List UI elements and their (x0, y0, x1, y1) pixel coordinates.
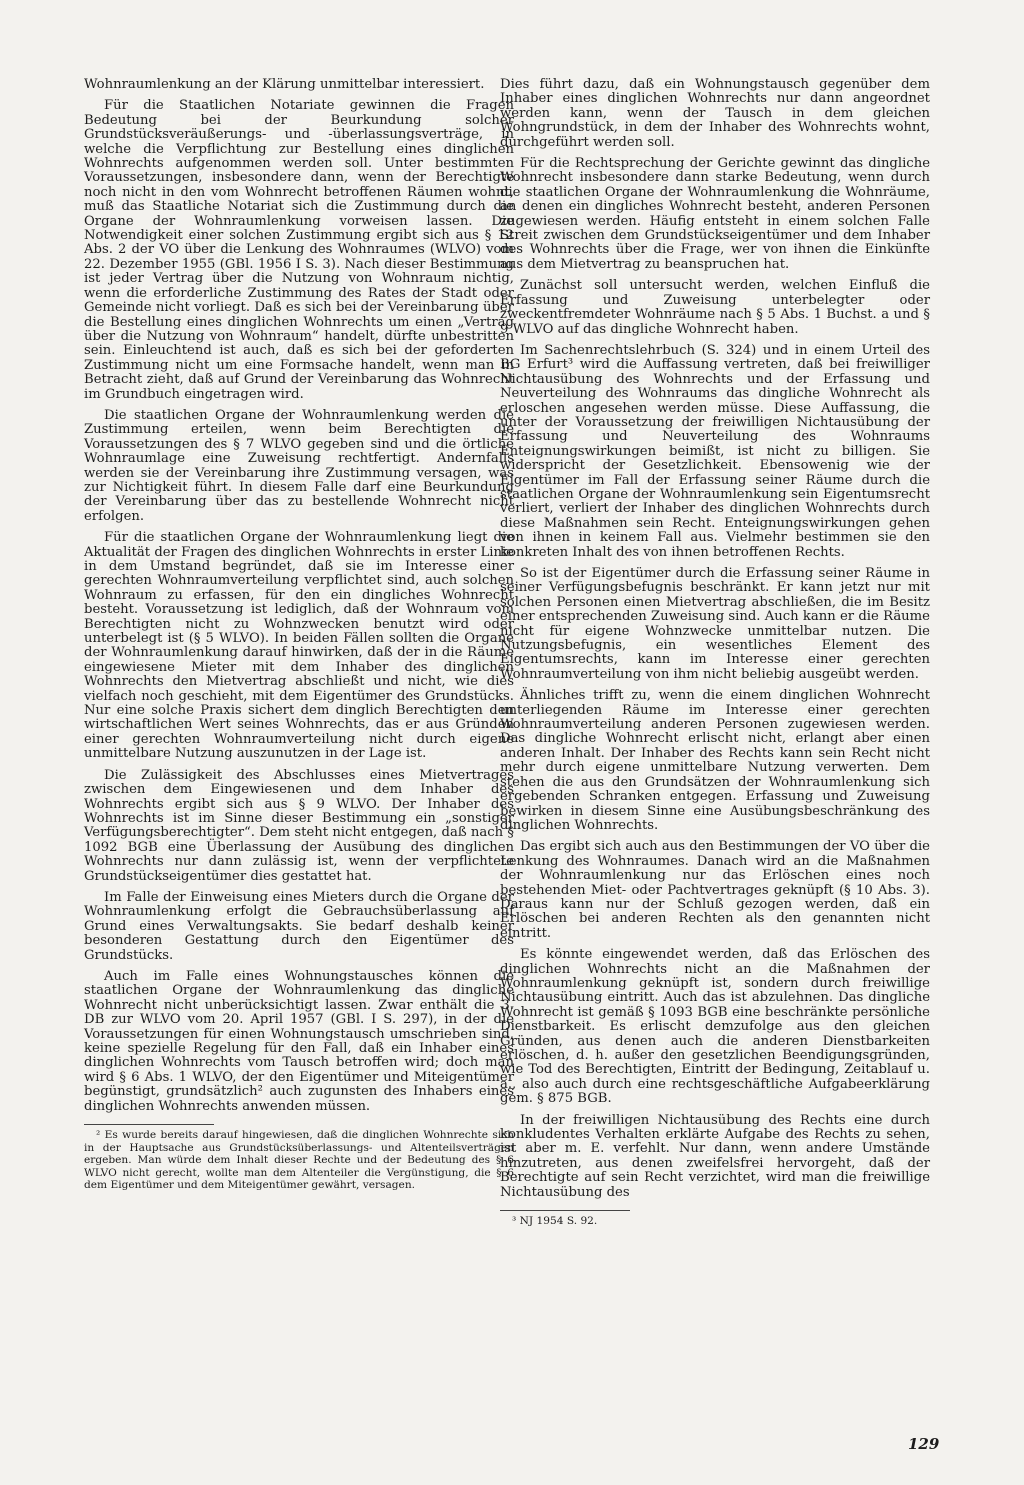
paragraph: Dies führt dazu, daß ein Wohnungstausch gegenüber dem Inhaber eines dinglichen Wohnrechts nur dann angeordnet werden kann, wenn der Tausch in dem gleichen Wohngrundstück, in dem der Inhaber des Wohnrechts wohnt, durchgeführt werden soll. (500, 77, 930, 150)
paragraph: Im Falle der Einweisung eines Mieters durch die Organe der Wohnraumlenkung erfolgt die Gebrauchsüberlassung auf Grund eines Verwaltungsakts. Sie bedarf deshalb keiner besonderen Gestattung durch den Eigentümer des Grundstücks. (84, 889, 514, 963)
left-column (84, 78, 514, 1192)
footnote: ³ NJ 1954 S. 92. (512, 1215, 598, 1228)
paragraph: Im Sachenrechtslehrbuch (S. 324) und in einem Urteil des BG Erfurt³ wird die Auffassung vertreten, daß bei freiwilliger Nichtausübung des Wohnrechts und der Erfassung und Neuverteilung des Wohnraums das dingliche Wohnrecht als erloschen angesehen werden müsse. Diese Auffassung, die unter der Voraussetzung der freiwilligen Nichtausübung der Erfassung und Neuverteilung des Wohnraums Enteignungswirkungen beimißt, ist nicht zu billigen. Sie widerspricht der Gesetzlichkeit. Ebensowenig wie der Eigentümer im Fall der Erfassung seiner Räume durch die staatlichen Organe der Wohnraumlenkung sein Eigentumsrecht verliert, verliert der Inhaber des dinglichen Wohnrechts durch diese Maßnahmen sein Recht. Enteignungswirkungen gehen von ihnen in keinem Fall aus. Vielmehr bestimmen sie den konkreten Inhalt des von ihnen betroffenen Rechts. (500, 342, 930, 560)
paragraph: Für die Rechtsprechung der Gerichte gewinnt das dingliche Wohnrecht insbesondere dann starke Bedeutung, wenn durch die staatlichen Organe der Wohnraumlenkung die Wohnräume, an denen ein dingliches Wohnrecht besteht, anderen Personen zugewiesen werden. Häufig entsteht in einem solchen Falle Streit zwischen dem Grundstückseigentümer und dem Inhaber des Wohnrechts über die Frage, wer von ihnen die Einkünfte aus dem Mietvertrag zu beanspruchen hat. (500, 156, 930, 272)
paragraph: Das ergibt sich auch aus den Bestimmungen der VO über die Lenkung des Wohnraumes. Danach wird an die Maßnahmen der Wohnraumlenkung nur das Erlöschen eines noch bestehenden Miet- oder Pachtvertrages geknüpft (§ 10 Abs. 3). Daraus kann nur der Schluß gezogen werden, daß ein Erlöschen bei anderen Rechten als den genannten nicht eintritt. (500, 839, 930, 941)
right-column (500, 78, 930, 1228)
paragraph: Zunächst soll untersucht werden, welchen Einfluß die Erfassung und Zuweisung unterbelegter oder zweckentfremdeter Wohnräume nach § 5 Abs. 1 Buchst. a und § 9 WLVO auf das dingliche Wohnrecht haben. (500, 278, 930, 337)
footnote-rule (84, 1124, 214, 1125)
paragraph: Es könnte eingewendet werden, daß das Erlöschen des dinglichen Wohnrechts nicht an die Maßnahmen der Wohnraumlenkung geknüpft ist, sondern durch freiwillige Nichtausübung eintritt. Auch das ist abzulehnen. Das dingliche Wohnrecht ist gemäß § 1093 BGB eine beschränkte persönliche Dienstbarkeit. Es erlischt demzufolge aus den gleichen Gründen, aus denen auch die anderen Dienstbarkeiten erlöschen, d. h. außer den gesetzlichen Beendigungsgründen, wie Tod des Berechtigten, Eintritt der Bedingung, Zeitablauf u. a., also auch durch eine rechtsgeschäftliche Aufgabeerklärung gem. § 875 BGB. (500, 947, 930, 1107)
paragraph: Die staatlichen Organe der Wohnraumlenkung werden die Zustimmung erteilen, wenn beim Berechtigten die Voraussetzungen des § 7 WLVO gegeben sind und die örtliche Wohnraumlage eine Zuweisung rechtfertigt. Andernfalls werden sie der Vereinbarung ihre Zustimmung versagen, was zur Nichtigkeit führt. In diesem Falle darf eine Beurkundung der Vereinbarung über das zu bestellende Wohnrecht nicht erfolgen. (84, 407, 514, 524)
paragraph: Wohnraumlenkung an der Klärung unmittelbar interessiert. (84, 77, 485, 92)
paragraph: Die Zulässigkeit des Abschlusses eines Mietvertrages zwischen dem Eingewiesenen und dem Inhaber des Wohnrechts ergibt sich aus § 9 WLVO. Der Inhaber des Wohnrechts ist im Sinne dieser Bestimmung ein „sonstiger Verfügungsberechtigter“. Dem steht nicht entgegen, daß nach § 1092 BGB eine Überlassung der Ausübung des dinglichen Wohnrechts nur dann zulässig ist, wenn der verpflichtete Grundstückseigentümer dies gestattet hat. (84, 767, 514, 884)
paragraph: Für die staatlichen Organe der Wohnraumlenkung liegt die Aktualität der Fragen des dinglichen Wohnrechts in erster Linie in dem Umstand begründet, daß sie im Interesse einer gerechten Wohnraumverteilung verpflichtet sind, auch solchen Wohnraum zu erfassen, für den ein dingliches Wohnrecht besteht. Voraussetzung ist lediglich, daß der Wohnraum vom Berechtigten nicht zu Wohnzwecken benutzt wird oder unterbelegt ist (§ 5 WLVO). In beiden Fällen sollten die Organe der Wohnraumlenkung darauf hinwirken, daß der in die Räume eingewiesene Mieter mit dem Inhaber des dinglichen Wohnrechts den Mietvertrag abschließt und nicht, wie dies vielfach noch geschieht, mit dem Eigentümer des Grundstücks. Nur eine solche Praxis sichert dem dinglich Berechtigten den wirtschaftlichen Wert seines Wohnrechts, das er aus Gründen einer gerechten Wohnraumverteilung nicht durch eigene unmittelbare Nutzung auszunutzen in der Lage ist. (84, 530, 514, 762)
paragraph: So ist der Eigentümer durch die Erfassung seiner Räume in seiner Verfügungsbefugnis beschränkt. Er kann jetzt nur mit solchen Personen einen Mietvertrag abschließen, die im Besitz einer entsprechenden Zuweisung sind. Auch kann er die Räume nicht für eigene Wohnzwecke unmittelbar nutzen. Die Nutzungsbefugnis, ein wesentliches Element des Eigentumsrechts, kann im Interesse einer gerechten Wohnraumverteilung von ihm nicht beliebig ausgeübt werden. (500, 566, 930, 682)
footnotes (500, 1215, 930, 1228)
paragraph: Für die Staatlichen Notariate gewinnen die Fragen Bedeutung bei der Beurkundung solcher Grundstücksveräußerungs- und -überlassungsverträge, in welche die Verpflichtung zur Bestellung eines dinglichen Wohnrechts aufgenommen werden soll. Unter bestimmten Voraussetzungen, insbesondere dann, wenn der Berechtigte noch nicht in den vom Wohnrecht betroffenen Räumen wohnt, muß das Staatliche Notariat sich die Zustimmung durch die Organe der Wohnraumlenkung vorweisen lassen. Die Notwendigkeit einer solchen Zustimmung ergibt sich aus § 12 Abs. 2 der VO über die Lenkung des Wohnraumes (WLVO) vom 22. Dezember 1955 (GBl. 1956 I S. 3). Nach dieser Bestimmung ist jeder Vertrag über die Nutzung von Wohnraum nichtig, wenn die erforderliche Zustimmung des Rates der Stadt oder Gemeinde nicht vorliegt. Daß es sich bei der Vereinbarung über die Bestellung eines dinglichen Wohnrechts um einen „Vertrag über die Nutzung von Wohnraum“ handelt, dürfte unbestritten sein. Einleuchtend ist auch, daß es sich bei der geforderten Zustimmung nicht um eine Formsache handelt, wenn man in Betracht zieht, daß auf Grund der Vereinbarung das Wohnrecht im Grundbuch eingetragen wird. (84, 98, 514, 402)
page-number: 129 (908, 1435, 940, 1453)
paragraph: In der freiwilligen Nichtausübung des Rechts eine durch konkludentes Verhalten erklärte Aufgabe des Rechts zu sehen, ist aber m. E. verfehlt. Nur dann, wenn andere Umstände hinzutreten, aus denen zweifelsfrei hervorgeht, daß der Berechtigte auf sein Recht verzichtet, wird man die freiwillige Nichtausübung des (500, 1112, 930, 1200)
footnote: ² Es wurde bereits darauf hingewiesen, daß die dinglichen Wohnrechte sich in der Hauptsache aus Grundstücksüberlassungs- und Altenteilsverträgen ergeben. Man würde dem Inhalt dieser Rechte und der Bedeutung des § 6 WLVO nicht gerecht, wollte man dem Altenteiler die Vergünstigung, die § 6 dem Eigentümer und dem Miteigentümer gewährt, versagen. (84, 1129, 514, 1192)
footnote-rule (500, 1210, 630, 1211)
paragraph: Ähnliches trifft zu, wenn die einem dinglichen Wohnrecht unterliegenden Räume im Interesse einer gerechten Wohnraumverteilung anderen Personen zugewiesen werden. Das dingliche Wohnrecht erlischt nicht, erlangt aber einen anderen Inhalt. Der Inhaber des Rechts kann sein Recht nicht mehr durch eigene unmittelbare Nutzung verwerten. Dem stehen die aus den Grundsätzen der Wohnraumlenkung sich ergebenden Schranken entgegen. Erfassung und Zuweisung bewirken in diesem Sinne eine Ausübungsbeschränkung des dinglichen Wohnrechts. (500, 688, 930, 833)
footnotes (84, 1129, 514, 1192)
paragraph: Auch im Falle eines Wohnungstausches können die staatlichen Organe der Wohnraumlenkung das dingliche Wohnrecht nicht unberücksichtigt lassen. Zwar enthält die 3. DB zur WLVO vom 20. April 1957 (GBl. I S. 297), in der die Voraussetzungen für einen Wohnungstausch umschrieben sind, keine spezielle Regelung für den Fall, daß ein Inhaber eines dinglichen Wohnrechts vom Tausch betroffen wird; doch man wird § 6 Abs. 1 WLVO, der den Eigentümer und Miteigentümer begünstigt, grundsätzlich² auch zugunsten des Inhabers eines dinglichen Wohnrechts anwenden müssen. (84, 968, 514, 1114)
